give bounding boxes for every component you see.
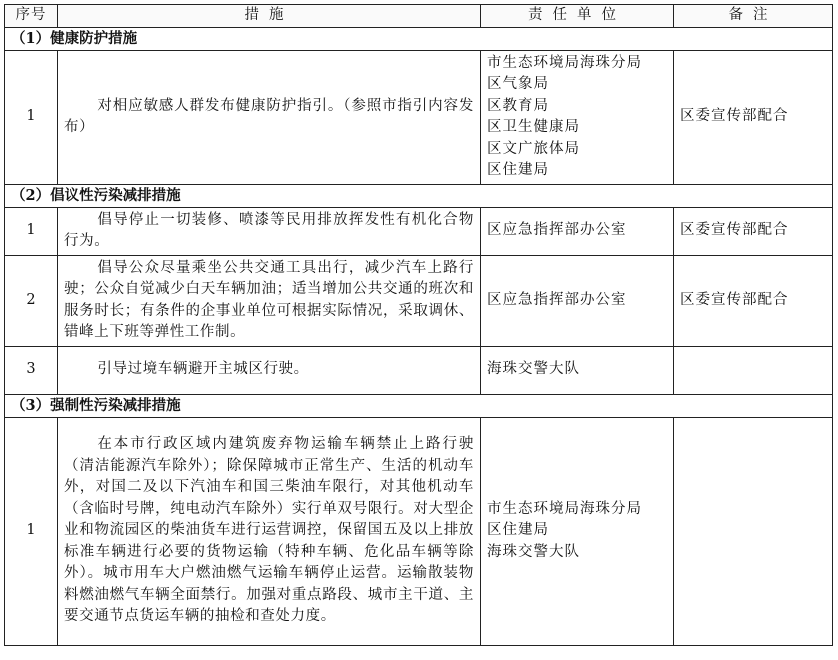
row-remark: [674, 346, 833, 394]
measure-text: 倡导停止一切装修、喷漆等民用排放挥发性有机化合物行为。: [64, 211, 474, 249]
header-unit: 责任单位: [481, 5, 674, 28]
row-measure: [58, 207, 481, 255]
row-remark: 区委宣传部配合: [674, 50, 833, 184]
row-remark: 区委宣传部配合: [674, 255, 833, 346]
measures-table: [4, 4, 833, 646]
table-row: [5, 346, 833, 394]
unit-item: 区应急指挥部办公室: [487, 222, 627, 239]
unit-item: 区应急指挥部办公室: [487, 291, 627, 308]
section-title: （1）健康防护措施: [5, 27, 833, 50]
table-row: [5, 417, 833, 645]
row-units: [481, 50, 674, 184]
row-remark: 区委宣传部配合: [674, 207, 833, 255]
row-units: [481, 255, 674, 346]
measure-text: 引导过境车辆避开主城区行驶。: [97, 361, 309, 378]
row-remark: [674, 417, 833, 645]
row-measure: [58, 346, 481, 394]
unit-item: 海珠交警大队: [487, 543, 580, 560]
row-measure: [58, 50, 481, 184]
table-row: [5, 50, 833, 184]
unit-item: 区文广旅体局: [487, 140, 580, 157]
row-units: [481, 417, 674, 645]
section-row: [5, 184, 833, 207]
section-title: （2）倡议性污染减排措施: [5, 184, 833, 207]
row-seq: 1: [5, 417, 58, 645]
header-row: [5, 5, 833, 28]
row-seq: 2: [5, 255, 58, 346]
unit-item: 区卫生健康局: [487, 119, 580, 135]
header-measure: 措施: [58, 5, 481, 28]
section-row: [5, 27, 833, 50]
table-row: [5, 255, 833, 346]
row-measure: [58, 417, 481, 645]
row-units: [481, 346, 674, 394]
unit-item: 海珠交警大队: [487, 361, 580, 378]
measure-text: 在本市行政区域内建筑废弃物运输车辆禁止上路行驶（清洁能源汽车除外）；除保障城市正常生产、生活的机动车外，对国二及以下汽油车和国三柴油车限行，对其他机动车（含临时号牌，纯电动汽车除外）实行单双号限行。对大型企业和物流园区的柴油货车进行运营调控，保留国五及以上排放标准车辆进行必要的货物运输（特种车辆、危化品车辆等除外）。城市用车大户燃油燃气运输车辆停止运营。运输散装物料燃油燃气车辆全面禁行。加强对重点路段、城市主干道、主要交通节点货运车辆的抽检和查处力度。: [64, 436, 474, 625]
row-seq: 1: [5, 207, 58, 255]
row-measure: [58, 255, 481, 346]
unit-item: 市生态环境局海珠分局: [487, 54, 642, 71]
unit-item: 区教育局: [487, 97, 549, 114]
measure-text: 对相应敏感人群发布健康防护指引。（参照市指引内容发布）: [64, 97, 474, 135]
row-units: [481, 207, 674, 255]
unit-item: 市生态环境局海珠分局: [487, 500, 642, 517]
table-row: [5, 207, 833, 255]
row-seq: 3: [5, 346, 58, 394]
unit-item: 区气象局: [487, 76, 549, 92]
header-remark: 备注: [674, 5, 833, 28]
measure-text: 倡导公众尽量乘坐公共交通工具出行，减少汽车上路行驶；公众自觉减少白天车辆加油；适当增加公共交通的班次和服务时长；有条件的企事业单位可根据实际情况，采取调休、错峰上下班等弹性工作制。: [64, 259, 474, 340]
section-row: [5, 394, 833, 417]
header-seq: 序号: [5, 5, 58, 28]
unit-item: 区住建局: [487, 522, 549, 539]
row-seq: 1: [5, 50, 58, 184]
section-title: （3）强制性污染减排措施: [5, 394, 833, 417]
unit-item: 区住建局: [487, 162, 549, 178]
